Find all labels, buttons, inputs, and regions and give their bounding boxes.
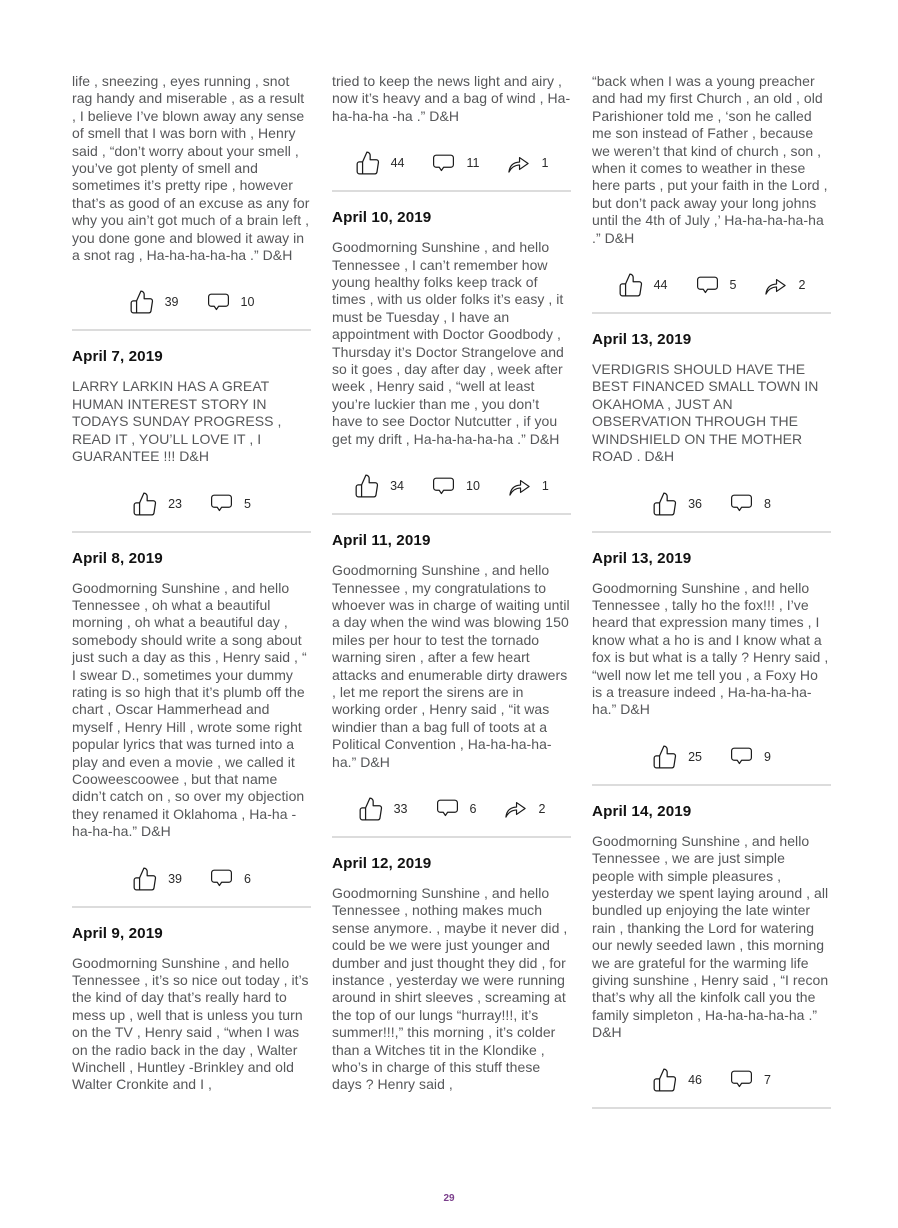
post [332, 209, 571, 499]
comment-bubble-icon [206, 290, 231, 315]
post-text: LARRY LARKIN HAS A GREAT HUMAN INTEREST STORY IN TODAYS SUNDAY PROGRESS , READ IT , YOU’LL LOVE IT , I GUARANTEE !!! D&H [72, 378, 282, 465]
post [592, 331, 831, 516]
like-count: 36 [688, 496, 702, 511]
post-divider [72, 531, 311, 533]
post-date: April 8, 2019 [72, 549, 163, 567]
post [332, 73, 571, 176]
comment-bubble-icon [435, 796, 460, 821]
comment-count: 6 [469, 801, 477, 816]
share-arrow-icon [763, 273, 788, 298]
like-count: 44 [653, 278, 668, 293]
likes-reaction [132, 866, 182, 892]
comments-reaction [206, 290, 255, 315]
reactions-row [592, 491, 831, 517]
reactions-row [72, 491, 311, 517]
shares-reaction [503, 796, 545, 821]
post-divider [72, 906, 311, 908]
comment-bubble-icon [695, 273, 720, 298]
thumbs-up-icon [618, 272, 644, 298]
post [592, 73, 831, 298]
thumbs-up-icon [652, 491, 678, 517]
comment-bubble-icon [729, 1067, 754, 1092]
share-count: 1 [541, 479, 549, 494]
share-count: 1 [541, 156, 549, 171]
post [332, 855, 571, 1094]
likes-reaction [652, 1067, 702, 1093]
shares-reaction [763, 273, 805, 298]
post-text: Goodmorning Sunshine , and hello Tennessee , it’s so nice out today , it’s the kind of day that’s really hard to mess up , well that is unless you turn on the TV , Henry said , “when I was on the radio back in the day , Walter Winchell , Huntley -Brinkley and old Walter Cronkite and I , [72, 954, 309, 1093]
likes-reaction [132, 491, 182, 517]
post [592, 803, 831, 1093]
post-date: April 11, 2019 [332, 532, 431, 550]
comments-reaction [435, 796, 477, 821]
comment-count: 6 [243, 871, 251, 886]
comment-count: 5 [243, 496, 251, 511]
like-count: 33 [393, 801, 408, 816]
thumbs-up-icon [132, 866, 158, 892]
reactions-row [592, 272, 831, 298]
post-divider [592, 312, 831, 314]
likes-reaction [618, 272, 668, 298]
thumbs-up-icon [652, 744, 678, 770]
post-text: Goodmorning Sunshine , and hello Tennessee , we are just simple people with simple pleasures , yesterday we spent laying around , all bundled up enjoying the late winter rain , thanking the Lord for watering our newly seeded lawn , this morning we are grateful for the warming life giving sunshine , Henry said , “I recon that’s why all the kinfolk call you the family simpleton , Ha-ha-ha-ha-ha .” D&H [592, 832, 829, 1041]
shares-reaction [506, 151, 548, 176]
post-divider [592, 1107, 831, 1109]
post [332, 532, 571, 822]
post-text: Goodmorning Sunshine , and hello Tennessee , nothing makes much sense anymore. , maybe it never did , could be we were just younger and dumber and just thought they did , for instance , yesterday we were running around in shirt sleeves , screaming at the top of our lungs “hurray!!!, it’s summer!!!,” this morning , it’s colder than a Witches tit in the Klondike , who’s in charge of this stuff these days ? Henry said , [332, 884, 568, 1093]
post [72, 348, 311, 516]
post-divider [332, 513, 571, 515]
post-divider [592, 531, 831, 533]
post-text: Goodmorning Sunshine , and hello Tennessee , tally ho the fox!!! , I’ve heard that expression many times , I know what a ho is and I know what a fox is but what is a tally ? Henry said , “well now let me tell you , a Foxy Ho is a treasure indeed , Ha-ha-ha-ha-ha.” D&H [592, 579, 829, 718]
reactions-row [592, 1067, 831, 1093]
comment-count: 9 [763, 749, 771, 764]
column-middle [332, 73, 571, 1126]
thumbs-up-icon [358, 796, 384, 822]
comments-reaction [695, 273, 737, 298]
post-text: Goodmorning Sunshine , and hello Tennessee , my congratulations to whoever was in charge of waiting until a day when the wind was blowing 150 miles per hour to test the tornado warning siren , after a few heart attacks and enumerable dirty drawers , let me report the sirens are in working order , Henry said , “it was windier than a bag full of toots at a Political Convention , Ha-ha-ha-ha-ha.” D&H [332, 562, 570, 770]
like-count: 44 [390, 156, 405, 171]
post-divider [592, 784, 831, 786]
likes-reaction [358, 796, 408, 822]
column-right [592, 73, 831, 1126]
shares-reaction [507, 474, 549, 499]
post-text: tried to keep the news light and airy , now it’s heavy and a bag of wind , Ha-ha-ha-ha -ha .” D&H [332, 73, 571, 124]
post-date: April 13, 2019 [592, 331, 692, 349]
thumbs-up-icon [129, 289, 155, 315]
post-date: April 13, 2019 [592, 549, 692, 567]
post-date: April 9, 2019 [72, 924, 163, 942]
post [72, 925, 311, 1094]
post [72, 550, 311, 892]
comment-bubble-icon [431, 151, 456, 176]
thumbs-up-icon [652, 1067, 678, 1093]
reactions-row [72, 289, 311, 315]
comments-reaction [431, 151, 479, 176]
likes-reaction [129, 289, 179, 315]
share-count: 2 [798, 278, 806, 293]
share-arrow-icon [503, 796, 528, 821]
share-arrow-icon [506, 151, 531, 176]
post [72, 73, 311, 315]
reactions-row [592, 744, 831, 770]
document-page [72, 73, 828, 1126]
post-date: April 14, 2019 [592, 802, 692, 820]
comment-bubble-icon [729, 744, 754, 769]
likes-reaction [652, 491, 702, 517]
share-count: 2 [538, 801, 546, 816]
post-text: life , sneezing , eyes running , snot rag handy and miserable , as a result , I believe I’ve blown away any sense of smell that I was born with , Henry said , “don’t worry about your smell , you’ve got plenty of smell and sometimes it’s pretty ripe , however that’s as good of an excuse as any for why you ain’t got much of a brain left , you done gone and blowed it away in a snot rag , Ha-ha-ha-ha-ha .” D&H [72, 73, 310, 264]
comment-bubble-icon [209, 491, 234, 516]
post-text: VERDIGRIS SHOULD HAVE THE BEST FINANCED SMALL TOWN IN OKAHOMA , JUST AN OBSERVATION THROUGH THE WINDSHIELD ON THE MOTHER ROAD . D&H [592, 361, 819, 465]
like-count: 39 [164, 295, 179, 310]
thumbs-up-icon [355, 150, 381, 176]
comment-count: 10 [240, 295, 255, 310]
like-count: 39 [168, 871, 182, 886]
like-count: 34 [390, 479, 405, 494]
post-divider [332, 190, 571, 192]
post-divider [332, 836, 571, 838]
thumbs-up-icon [132, 491, 158, 517]
share-arrow-icon [507, 474, 532, 499]
comments-reaction [729, 744, 771, 769]
comments-reaction [209, 866, 251, 891]
comment-count: 5 [729, 278, 737, 293]
likes-reaction [354, 473, 404, 499]
comments-reaction [209, 491, 251, 516]
comments-reaction [729, 1067, 771, 1092]
likes-reaction [652, 744, 702, 770]
like-count: 23 [168, 496, 182, 511]
column-left [72, 73, 311, 1126]
reactions-row [332, 473, 571, 499]
comments-reaction [431, 474, 480, 499]
post [592, 550, 831, 770]
post-divider [72, 329, 311, 331]
reactions-row [72, 866, 311, 892]
comment-count: 8 [763, 496, 771, 511]
comment-count: 7 [763, 1072, 771, 1087]
comment-bubble-icon [209, 866, 234, 891]
post-text: Goodmorning Sunshine , and hello Tennessee , I can’t remember how young healthy folks keep track of times , with us older folks it’s easy , it must be Tuesday , I have an appointment with Doctor Goodbody , Thursday it’s Doctor Strangelove and so it goes , day after day , week after week , Henry said , “well at least you’re luckier than me , you don’t have to see Doctor Nutcutter , if you get my drift , Ha-ha-ha-ha-ha .” D&H [332, 239, 564, 447]
likes-reaction [355, 150, 405, 176]
post-date: April 12, 2019 [332, 854, 432, 872]
post-date: April 7, 2019 [72, 348, 163, 366]
like-count: 46 [688, 1072, 702, 1087]
post-text: “back when I was a young preacher and had my first Church , an old , old Parishioner told me , ‘son he called me son instead of Father , because we weren’t that kind of church , son , when it comes to weather in these here parts , put your faith in the Lord , but don’t pack away your long johns until the 4th of July ,’ Ha-ha-ha-ha-ha .” D&H [592, 73, 828, 246]
page-number: 29 [443, 1193, 455, 1204]
comment-bubble-icon [431, 474, 456, 499]
comments-reaction [729, 491, 771, 516]
post-text: Goodmorning Sunshine , and hello Tennessee , oh what a beautiful morning , oh what a beautiful day , somebody should write a song about just such a day as this , Henry said , “ I swear D., sometimes your dummy rating is so high that it’s plumb off the chart , Oscar Hammerhead and myself , Henry Hill , wrote some right popular lyrics that was turned into a play and even a movie , we called it Cooweescoowee , but that name didn’t catch on , so over my objection they renamed it Oklahoma , Ha-ha -ha-ha-ha.” D&H [72, 579, 307, 840]
like-count: 25 [688, 749, 702, 764]
post-date: April 10, 2019 [332, 209, 432, 227]
comment-count: 11 [466, 156, 480, 171]
reactions-row [332, 150, 571, 176]
comment-bubble-icon [729, 491, 754, 516]
thumbs-up-icon [354, 473, 380, 499]
reactions-row [332, 796, 571, 822]
comment-count: 10 [466, 479, 480, 494]
